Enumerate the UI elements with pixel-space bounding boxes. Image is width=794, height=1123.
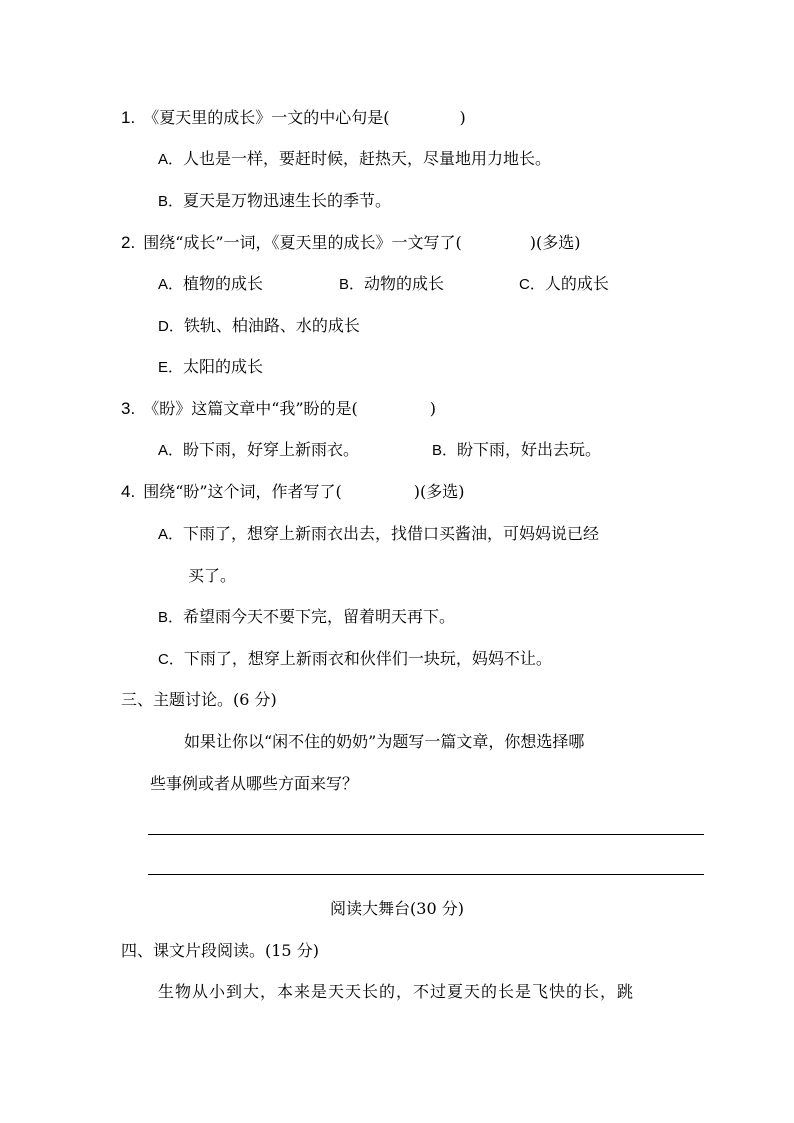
q2-option-c: [519, 274, 609, 295]
question-number: 2.: [121, 233, 136, 252]
option-text: 盼下雨，好出去玩。: [457, 440, 602, 459]
option-letter: B．: [158, 193, 184, 210]
option-letter: C．: [158, 651, 184, 668]
option-letter: B．: [339, 276, 365, 293]
option-letter: A．: [158, 276, 184, 293]
question-stem: 《盼》这篇文章中“我”盼的是(: [143, 399, 358, 418]
question-close: )(多选): [529, 233, 581, 252]
option-text: 动物的成长: [364, 274, 445, 293]
option-text: 铁轨、柏油路、水的成长: [183, 316, 360, 335]
q4-option-c: [158, 649, 552, 670]
option-text: 下雨了，想穿上新雨衣和伙伴们一块玩，妈妈不让。: [183, 649, 552, 668]
section-3-prompt-line-2: 些事例或者从哪些方面来写？: [150, 774, 359, 793]
option-letter: B．: [432, 442, 458, 459]
option-letter: A．: [158, 526, 184, 543]
q4-option-b: [158, 607, 455, 628]
option-text: 希望雨今天不要下完，留着明天再下。: [183, 607, 456, 626]
option-letter: E．: [158, 359, 184, 376]
q2-option-d: [158, 316, 360, 337]
option-letter: B．: [158, 609, 184, 626]
option-letter: A．: [158, 151, 184, 168]
option-letter: A．: [158, 442, 184, 459]
q3-option-a: [158, 440, 359, 461]
question-3: [121, 399, 436, 419]
option-text: 盼下雨，好穿上新雨衣。: [183, 440, 360, 459]
option-text: 太阳的成长: [183, 357, 264, 376]
option-text: 人也是一样，要赶时候，赶热天，尽量地用力地长。: [183, 149, 552, 168]
question-close: ): [429, 399, 437, 418]
option-text: 夏天是万物迅速生长的季节。: [183, 191, 392, 210]
question-stem: 《夏天里的成长》一文的中心句是(: [143, 108, 390, 127]
question-1: [121, 108, 466, 128]
q3-option-b: [432, 440, 601, 461]
option-letter: C．: [519, 276, 545, 293]
section-4-heading: 四、课文片段阅读。(15 分): [121, 941, 319, 960]
q2-option-b: [339, 274, 444, 295]
q1-option-a: [158, 149, 551, 170]
answer-line-2[interactable]: [148, 874, 704, 875]
question-close: )(多选): [413, 482, 465, 501]
question-stem: 围绕“盼”这个词，作者写了(: [143, 482, 342, 501]
section-3-heading: 三、主题讨论。(6 分): [121, 690, 277, 709]
question-number: 4.: [121, 482, 136, 501]
option-text: 植物的成长: [183, 274, 264, 293]
option-letter: D．: [158, 318, 184, 335]
question-2: [121, 233, 581, 253]
question-number: 1.: [121, 108, 136, 127]
answer-line-1[interactable]: [148, 834, 704, 835]
passage-line-1: 生物从小到大，本来是天天长的，不过夏天的长是飞快的长，跳: [158, 982, 635, 1001]
option-text: 人的成长: [544, 274, 609, 293]
question-number: 3.: [121, 399, 136, 418]
section-3-prompt-line-1: 如果让你以“闲不住的奶奶”为题写一篇文章，你想选择哪: [184, 732, 585, 751]
q2-option-a: [158, 274, 263, 295]
q4-option-a: [158, 524, 599, 545]
q2-option-e: [158, 357, 263, 378]
option-text: 下雨了，想穿上新雨衣出去，找借口买酱油，可妈妈说已经: [183, 524, 600, 543]
q4-option-a-continued: 买了。: [188, 566, 237, 585]
question-stem: 围绕“成长”一词，《夏天里的成长》一文写了(: [143, 233, 462, 252]
reading-section-title: 阅读大舞台(30 分): [330, 899, 464, 918]
question-close: ): [459, 108, 466, 127]
question-4: [121, 482, 465, 502]
q1-option-b: [158, 191, 391, 212]
